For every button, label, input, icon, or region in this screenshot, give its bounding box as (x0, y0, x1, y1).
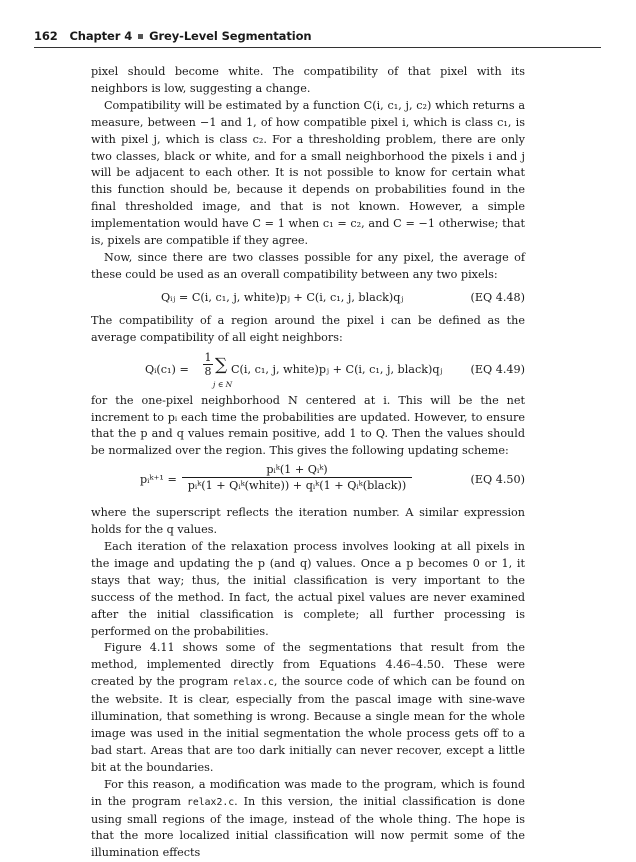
summation-subscript: j ∈ N (213, 379, 233, 389)
code-filename-relax: relax.c (232, 677, 274, 689)
paragraph-1: pixel should become white. The compatibility of that pixel with its neighbors is low, suggesting a change. (91, 65, 525, 95)
equation-4-49-fraction (203, 351, 213, 378)
equation-4-49-label: (EQ 4.49) (470, 362, 525, 376)
paragraph-6: where the superscript reflects the iteration number. A similar expression holds for the q values. (91, 506, 525, 537)
summation-icon: ∑ (215, 354, 228, 375)
paragraph-8-part-a: Figure 4.11 shows some of the segmentations that result from the method, implemented directly from Equations 4.46–4.50. These were created by the program (91, 641, 525, 689)
chapter-title: Grey-Level Segmentation (149, 29, 312, 43)
equation-4-50-numerator: pᵢᵏ(1 + Qᵢᵏ) (266, 463, 328, 477)
equation-4-49 (91, 351, 525, 391)
paragraph-9-part-b: . In this version, the initial classification is done using small regions of the image, instead of the whole thing. The hope is that the more localized initial classification will now permit some of the illumination effects (91, 794, 525, 860)
running-header (34, 29, 602, 43)
equation-4-50-fraction (182, 462, 412, 494)
paragraph-2: Compatibility will be estimated by a function C(i, c₁, j, c₂) which returns a measure, between −1 and 1, of how compatible pixel i, which is class c₁, is with pixel j, which is class c₂. For a thresholding problem, there are only two classes, black or white, and for a small neighborhood the pixels i and j will be adjacent to each other. It is not possible to know for certain what this function should be, because it depends on probabilities found in the final thresholded image, and that is not known. However, a simple implementation would have C = 1 when c₁ = c₂, and C = −1 otherwise; that is, pixels are compatible if they agree. (91, 98, 525, 248)
equation-4-49-rhs: C(i, c₁, j, white)pⱼ + C(i, c₁, j, black)qⱼ (231, 362, 443, 376)
paragraph-9 (91, 777, 525, 862)
chapter-label: Chapter 4 (69, 29, 133, 43)
paragraph-9-part-a: For this reason, a modification was made to the program, which is found in the program (91, 777, 525, 808)
equation-4-48-body: Qᵢⱼ = C(i, c₁, j, white)pⱼ + C(i, c₁, j, black)qⱼ (161, 290, 404, 304)
equation-4-50-lhs: pᵢᵏ⁺¹ = (140, 473, 177, 487)
paragraph-8 (91, 640, 525, 776)
body-text (91, 64, 525, 862)
equation-4-50-denominator: pᵢᵏ(1 + Qᵢᵏ(white)) + qᵢᵏ(1 + Qᵢᵏ(black)) (187, 479, 407, 493)
equation-4-48-label: (EQ 4.48) (470, 290, 525, 304)
paragraph-7: Each iteration of the relaxation process involves looking at all pixels in the image and updating the p (and q) values. Once a p becomes 0 or 1, it stays that way; thus, the initial classification is very important to the success of the method. In fact, the actual pixel values are never examined after the initial classification is complete; all further processing is performed on the probabilities. (91, 540, 525, 638)
header-rule (34, 47, 601, 48)
equation-4-50 (91, 462, 525, 502)
page-number: 162 (34, 29, 58, 43)
square-bullet-icon (138, 34, 143, 39)
paragraph-8-part-b: , the source code of which can be found on the website. It is clear, especially from the pascal image with sine-wave illumination, that something is wrong. Because a single mean for the whole image was used in the initial segmentation the whole process gets off to a bad start. Areas that are too dark initially can never recover, except a little bit at the boundaries. (91, 675, 525, 774)
equation-4-49-lhs: Qᵢ(c₁) = (145, 362, 189, 376)
paragraph-4: The compatibility of a region around the pixel i can be defined as the average compatibility of all eight neighbors: (91, 313, 525, 344)
code-filename-relax2: relax2.c (186, 796, 235, 808)
paragraph-5: for the one-pixel neighborhood N centered at i. This will be the net increment to pᵢ each time the probabilities are updated. However, to ensure that the p and q values remain positive, add 1 to Q. Then the values should be normalized over the region. This gives the following updating scheme: (91, 393, 525, 458)
equation-4-50-label: (EQ 4.50) (470, 473, 525, 487)
fraction-denominator: 8 (204, 364, 212, 378)
fraction-numerator: 1 (204, 350, 212, 364)
paragraph-3: Now, since there are two classes possible for any pixel, the average of these could be used as an overall compatibility between any two pixels: (91, 250, 525, 281)
equation-4-48 (91, 290, 525, 307)
